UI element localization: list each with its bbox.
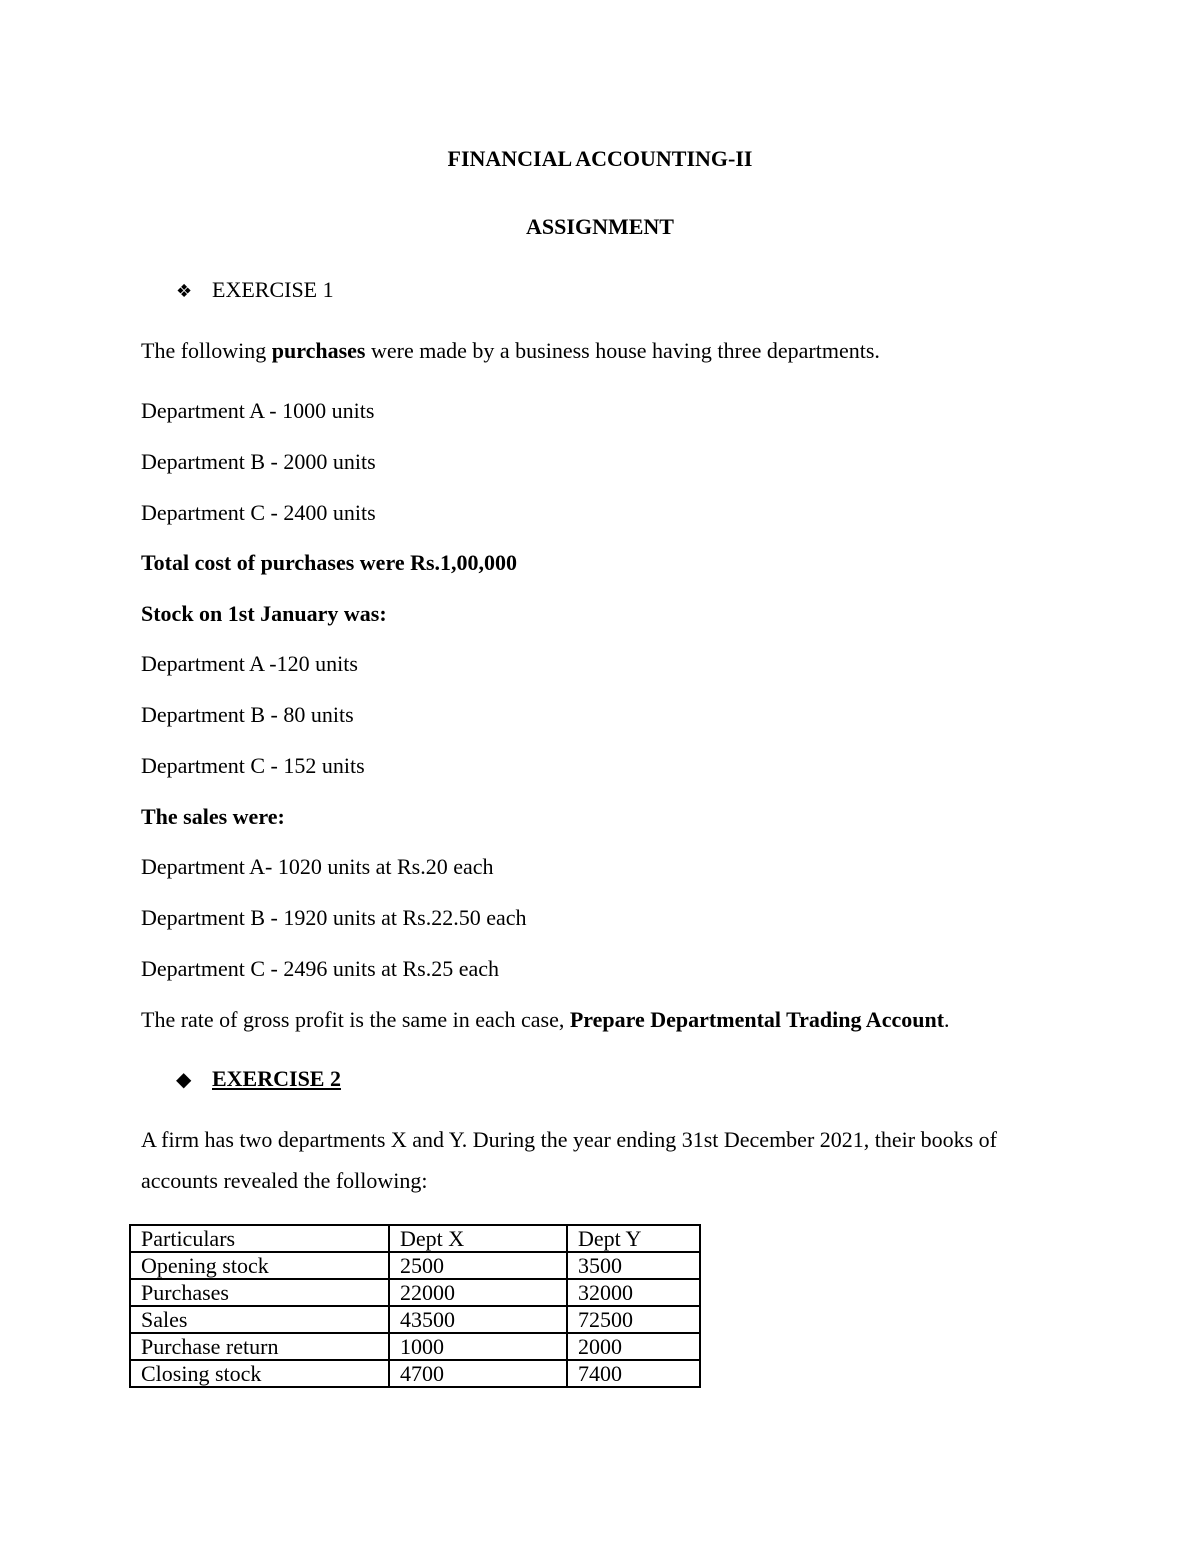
document-subtitle: ASSIGNMENT xyxy=(526,214,674,239)
table-cell: Sales xyxy=(130,1306,389,1333)
exercise-1-intro xyxy=(141,338,880,364)
table-cell: Opening stock xyxy=(130,1252,389,1279)
four-diamond-icon: ❖ xyxy=(176,281,193,302)
table-cell: 7400 xyxy=(567,1360,700,1387)
table-header-cell: Particulars xyxy=(130,1225,389,1252)
table-row xyxy=(130,1252,700,1279)
table-cell: 43500 xyxy=(389,1306,567,1333)
table-cell: 3500 xyxy=(567,1252,700,1279)
table-header-row xyxy=(130,1225,700,1252)
stock-line: Department A -120 units xyxy=(141,651,358,676)
table-cell: 72500 xyxy=(567,1306,700,1333)
sales-line: Department C - 2496 units at Rs.25 each xyxy=(141,956,500,981)
sales-heading: The sales were: xyxy=(141,804,285,829)
table-cell: 2500 xyxy=(389,1252,567,1279)
exercise-2-intro-line: accounts revealed the following: xyxy=(141,1168,428,1193)
accounts-table xyxy=(129,1224,701,1388)
purchase-line: Department B - 2000 units xyxy=(141,449,376,474)
exercise-1-instruction xyxy=(141,1007,950,1033)
table-cell: 1000 xyxy=(389,1333,567,1360)
table-row xyxy=(130,1306,700,1333)
exercise-1-label: EXERCISE 1 xyxy=(212,277,334,302)
table-cell: Closing stock xyxy=(130,1360,389,1387)
intro-text-end: were made by a business house having three departments. xyxy=(365,338,880,363)
table-row xyxy=(130,1333,700,1360)
exercise-2-label: EXERCISE 2 xyxy=(212,1066,341,1091)
total-cost-line: Total cost of purchases were Rs.1,00,000 xyxy=(141,550,518,575)
instruction-bold-text: Prepare Departmental Trading Account xyxy=(569,1007,945,1032)
table-cell: 32000 xyxy=(567,1279,700,1306)
solid-diamond-icon: ◆ xyxy=(176,1067,192,1091)
instruction-text-end: . xyxy=(944,1007,950,1032)
table-row xyxy=(130,1279,700,1306)
exercise-2-intro-line: A firm has two departments X and Y. During the year ending 31st December 2021, their books of xyxy=(141,1127,997,1152)
intro-bold-text: purchases xyxy=(271,338,366,363)
intro-text: The following xyxy=(141,338,272,363)
stock-line: Department B - 80 units xyxy=(141,702,354,727)
table-row xyxy=(130,1360,700,1387)
table-cell: 4700 xyxy=(389,1360,567,1387)
purchase-line: Department A - 1000 units xyxy=(141,398,375,423)
exercise-1-heading xyxy=(176,277,334,305)
table-cell: 2000 xyxy=(567,1333,700,1360)
exercise-2-heading xyxy=(176,1066,341,1092)
document-title: FINANCIAL ACCOUNTING-II xyxy=(447,146,753,171)
sales-line: Department A- 1020 units at Rs.20 each xyxy=(141,854,494,879)
purchase-line: Department C - 2400 units xyxy=(141,500,376,525)
stock-line: Department C - 152 units xyxy=(141,753,365,778)
table-header-cell: Dept Y xyxy=(567,1225,700,1252)
sales-line: Department B - 1920 units at Rs.22.50 each xyxy=(141,905,527,930)
table-cell: 22000 xyxy=(389,1279,567,1306)
stock-heading: Stock on 1st January was: xyxy=(141,601,387,626)
table-cell: Purchases xyxy=(130,1279,389,1306)
table-cell: Purchase return xyxy=(130,1333,389,1360)
instruction-text: The rate of gross profit is the same in each case, xyxy=(141,1007,570,1032)
table-header-cell: Dept X xyxy=(389,1225,567,1252)
